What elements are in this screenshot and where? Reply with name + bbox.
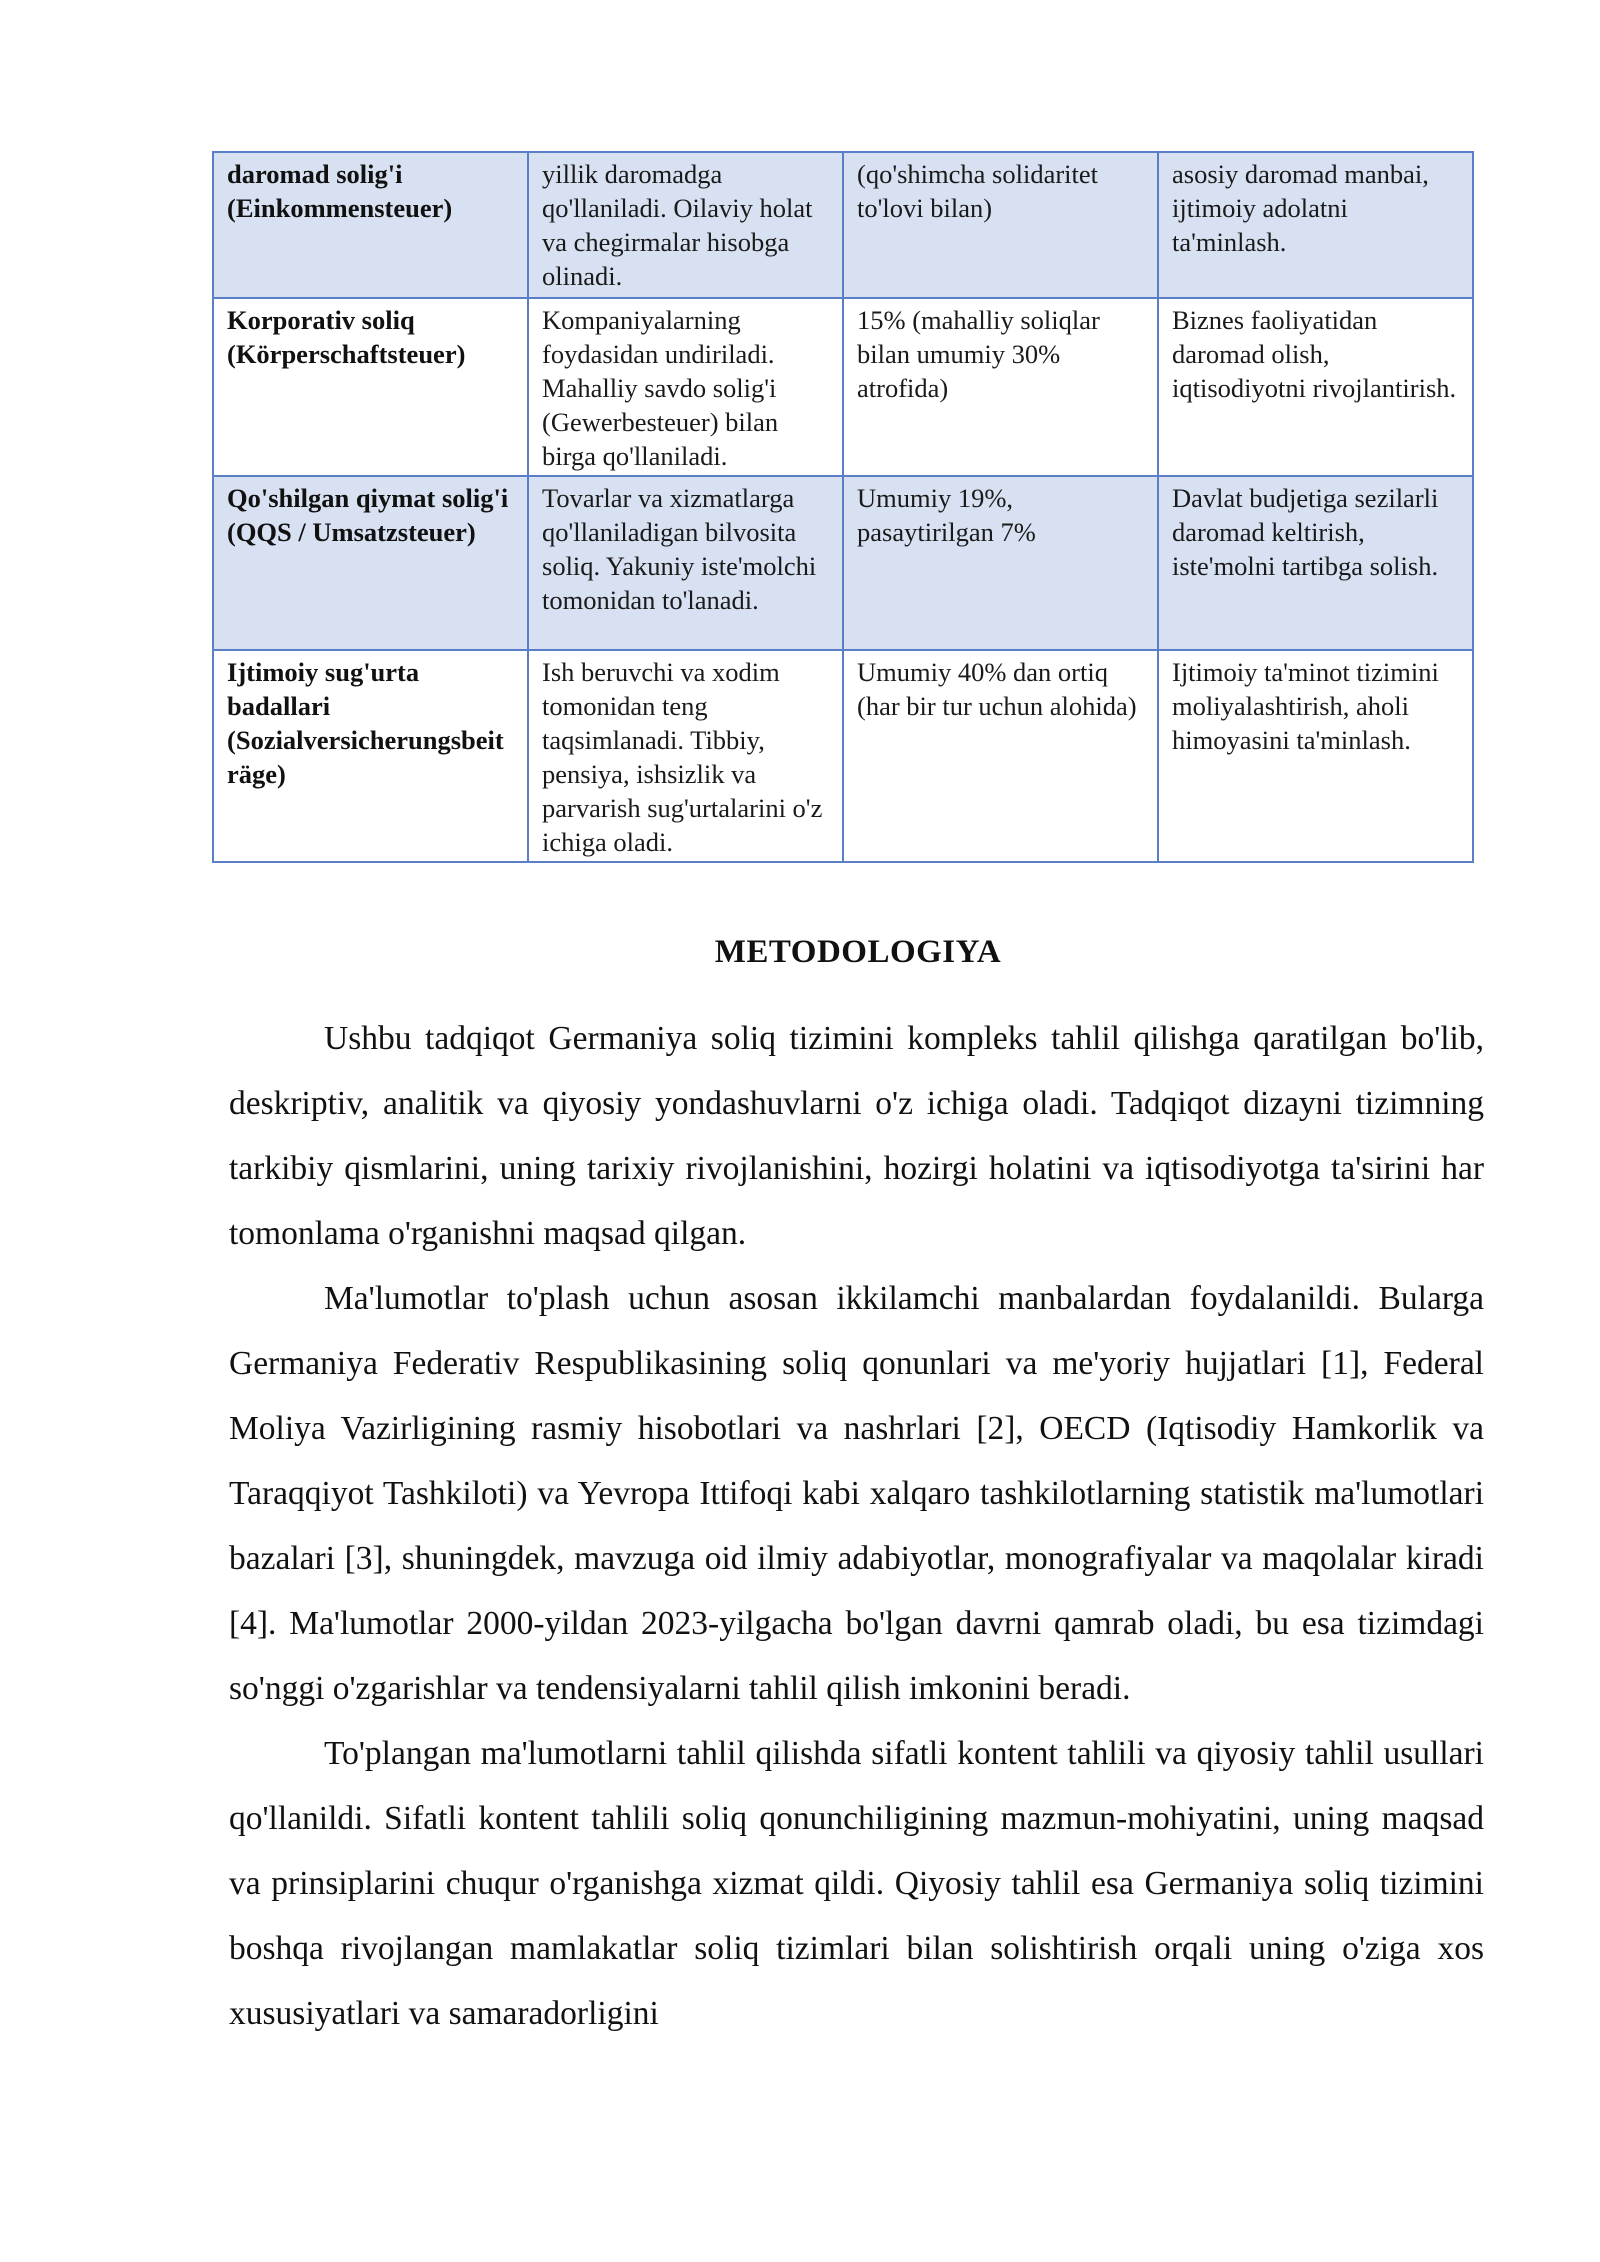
tax-rate-cell: 15% (mahalliy soliqlar bilan umumiy 30% atrofida) — [843, 298, 1158, 476]
body-paragraph: Ma'lumotlar to'plash uchun asosan ikkilamchi manbalardan foydalanildi. Bularga Germaniya Federativ Respublikasining soliq qonunlari va me'yoriy hujjatlari [1], Federal Moliya Vazirligining rasmiy hisobotlari va nashrlari [2], OECD (Iqtisodiy Hamkorlik va Taraqqiyot Tashkiloti) va Yevropa Ittifoqi kabi xalqaro tashkilotlarning statistik ma'lumotlari bazalari [3], shuningdek, mavzuga oid ilmiy adabiyotlar, monografiyalar va maqolalar kiradi [4]. Ma'lumotlar 2000-yildan 2023-yilgacha bo'lgan davrni qamrab oladi, bu esa tizimdagi so'nggi o'zgarishlar va tendensiyalarni tahlil qilish imkonini beradi. — [229, 1280, 1484, 1707]
tax-table-body — [213, 152, 1473, 862]
tax-name-cell: Korporativ soliq (Körperschaftsteuer) — [213, 298, 528, 476]
tax-goal-cell: asosiy daromad manbai, ijtimoiy adolatni ta'minlash. — [1158, 152, 1473, 298]
tax-rate-cell: (qo'shimcha solidaritet to'lovi bilan) — [843, 152, 1158, 298]
tax-name-cell: daromad solig'i (Einkommensteuer) — [213, 152, 528, 298]
tax-description-cell: yillik daromadga qo'llaniladi. Oilaviy holat va chegirmalar hisobga olinadi. — [528, 152, 843, 298]
table-row — [213, 650, 1473, 862]
tax-description-cell: Tovarlar va xizmatlarga qo'llaniladigan bilvosita soliq. Yakuniy iste'molchi tomonidan to'lanadi. — [528, 476, 843, 650]
table-row — [213, 152, 1473, 298]
body-paragraph: Ushbu tadqiqot Germaniya soliq tizimini kompleks tahlil qilishga qaratilgan bo'lib, deskriptiv, analitik va qiyosiy yondashuvlarni o'z ichiga oladi. Tadqiqot dizayni tizimning tarkibiy qismlarini, uning tarixiy rivojlanishini, hozirgi holatini va iqtisodiyotga ta'sirini har tomonlama o'rganishni maqsad qilgan. — [229, 1020, 1484, 1252]
table-row — [213, 476, 1473, 650]
tax-table — [212, 151, 1474, 863]
tax-goal-cell: Biznes faoliyatidan daromad olish, iqtisodiyotni rivojlantirish. — [1158, 298, 1473, 476]
section-heading: METODOLOGIYA — [714, 934, 1002, 970]
tax-name-cell: Qo'shilgan qiymat solig'i (QQS / Umsatzsteuer) — [213, 476, 528, 650]
tax-description-cell: Ish beruvchi va xodim tomonidan teng taqsimlanadi. Tibbiy, pensiya, ishsizlik va parvarish sug'urtalarini o'z ichiga oladi. — [528, 650, 843, 862]
body-text — [229, 1006, 1484, 2046]
tax-description-cell: Kompaniyalarning foydasidan undiriladi. Mahalliy savdo solig'i (Gewerbesteuer) bilan birga qo'llaniladi. — [528, 298, 843, 476]
table-row — [213, 298, 1473, 476]
tax-goal-cell: Davlat budjetiga sezilarli daromad keltirish, iste'molni tartibga solish. — [1158, 476, 1473, 650]
tax-rate-cell: Umumiy 40% dan ortiq (har bir tur uchun alohida) — [843, 650, 1158, 862]
tax-rate-cell: Umumiy 19%, pasaytirilgan 7% — [843, 476, 1158, 650]
tax-name-cell: Ijtimoiy sug'urta badallari (Sozialversicherungsbeiträge) — [213, 650, 528, 862]
body-paragraph: To'plangan ma'lumotlarni tahlil qilishda sifatli kontent tahlili va qiyosiy tahlil usullari qo'llanildi. Sifatli kontent tahlili soliq qonunchiligining mazmun-mohiyatini, uning maqsad va prinsiplarini chuqur o'rganishga xizmat qildi. Qiyosiy tahlil esa Germaniya soliq tizimini boshqa rivojlangan mamlakatlar soliq tizimlari bilan solishtirish orqali uning o'ziga xos xususiyatlari va samaradorligini — [229, 1735, 1484, 2032]
tax-goal-cell: Ijtimoiy ta'minot tizimini moliyalashtirish, aholi himoyasini ta'minlash. — [1158, 650, 1473, 862]
